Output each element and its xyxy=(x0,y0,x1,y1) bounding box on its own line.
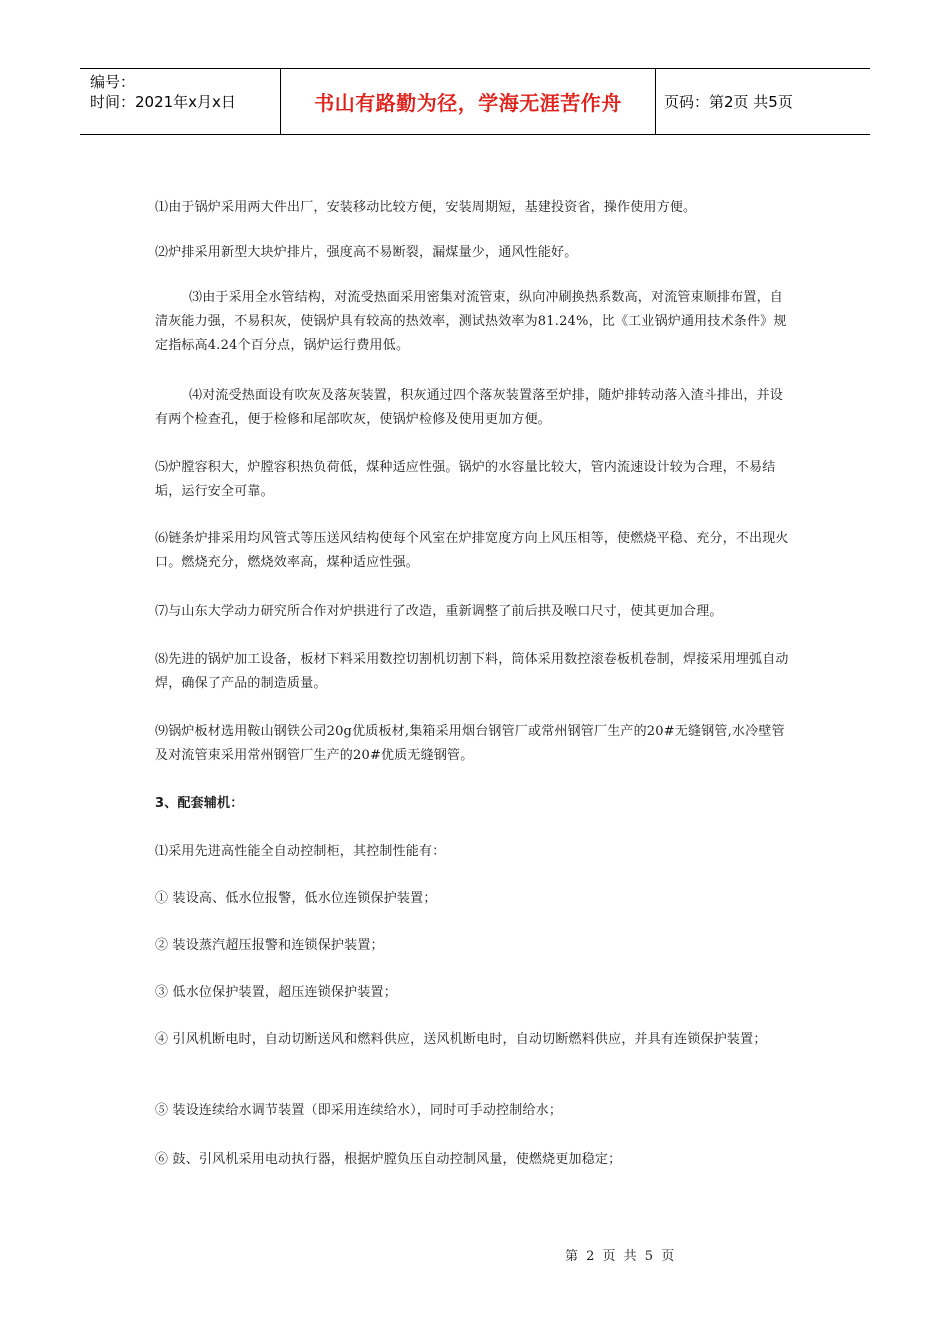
list-item-1: ① 装设高、低水位报警，低水位连锁保护装置； xyxy=(155,891,437,906)
list-item-6: ⑥ 鼓、引风机采用电动执行器，根据炉膛负压自动控制风量，使燃烧更加稳定； xyxy=(155,1152,622,1167)
paragraph-5: ⑸炉膛容积大，炉膛容积热负荷低，煤种适应性强。锅炉的水容量比较大，管内流速设计较为合理，不易结垢，运行安全可靠。 xyxy=(155,460,776,499)
header-meta xyxy=(80,69,281,134)
paragraph-7: ⑺与山东大学动力研究所合作对炉拱进行了改造，重新调整了前后拱及喉口尺寸，使其更加合理。 xyxy=(155,604,723,619)
section-heading: 3、配套辅机： xyxy=(155,796,244,811)
list-item-5: ⑤ 装设连续给水调节装置（即采用连续给水），同时可手动控制给水； xyxy=(155,1103,563,1118)
page-footer: 第 2 页 共 5 页 xyxy=(565,1249,677,1264)
paragraph-9: ⑼锅炉板材选用鞍山钢铁公司20g优质板材,集箱采用烟台钢管厂或常州钢管厂生产的20#无缝钢管,水冷壁管及对流管束采用常州钢管厂生产的20#优质无缝钢管。 xyxy=(155,724,785,763)
document-date: 时间：2021年x月x日 xyxy=(90,93,236,111)
header-page-info: 页码：第2页 共5页 xyxy=(664,93,793,111)
list-item-4: ④ 引风机断电时，自动切断送风和燃料供应，送风机断电时，自动切断燃料供应，并具有连锁保护装置； xyxy=(155,1032,767,1047)
paragraph-1: ⑴由于锅炉采用两大件出厂，安装移动比较方便，安装周期短，基建投资省，操作使用方便。 xyxy=(155,200,697,215)
document-number-label: 编号： xyxy=(90,73,136,91)
list-item-2: ② 装设蒸汽超压报警和连锁保护装置； xyxy=(155,938,384,953)
paragraph-8: ⑻先进的锅炉加工设备，板材下料采用数控切割机切割下料，筒体采用数控滚卷板机卷制，焊接采用埋弧自动焊，确保了产品的制造质量。 xyxy=(155,652,789,691)
header-motto: 书山有路勤为径，学海无涯苦作舟 xyxy=(281,69,656,134)
document-header xyxy=(80,68,870,135)
paragraph-4: ⑷对流受热面设有吹灰及落灰装置，积灰通过四个落灰装置落至炉排，随炉排转动落入渣斗排出，并设有两个检查孔，便于检修和尾部吹灰，使锅炉检修及使用更加方便。 xyxy=(155,388,784,427)
paragraph-3: ⑶由于采用全水管结构，对流受热面采用密集对流管束，纵向冲刷换热系数高，对流管束顺排布置，自清灰能力强，不易积灰，使锅炉具有较高的热效率，测试热效率为81.24%，比《工业锅炉通用技术条件》规定指标高4.24个百分点，锅炉运行费用低。 xyxy=(155,290,787,353)
paragraph-6: ⑹链条炉排采用均风管式等压送风结构使每个风室在炉排宽度方向上风压相等，使燃烧平稳、充分，不出现火口。燃烧充分，燃烧效率高，煤种适应性强。 xyxy=(155,531,789,570)
paragraph-10: ⑴采用先进高性能全自动控制柜，其控制性能有： xyxy=(155,844,446,859)
paragraph-2: ⑵炉排采用新型大块炉排片，强度高不易断裂，漏煤量少，通风性能好。 xyxy=(155,245,578,260)
list-item-3: ③ 低水位保护装置，超压连锁保护装置； xyxy=(155,985,397,1000)
